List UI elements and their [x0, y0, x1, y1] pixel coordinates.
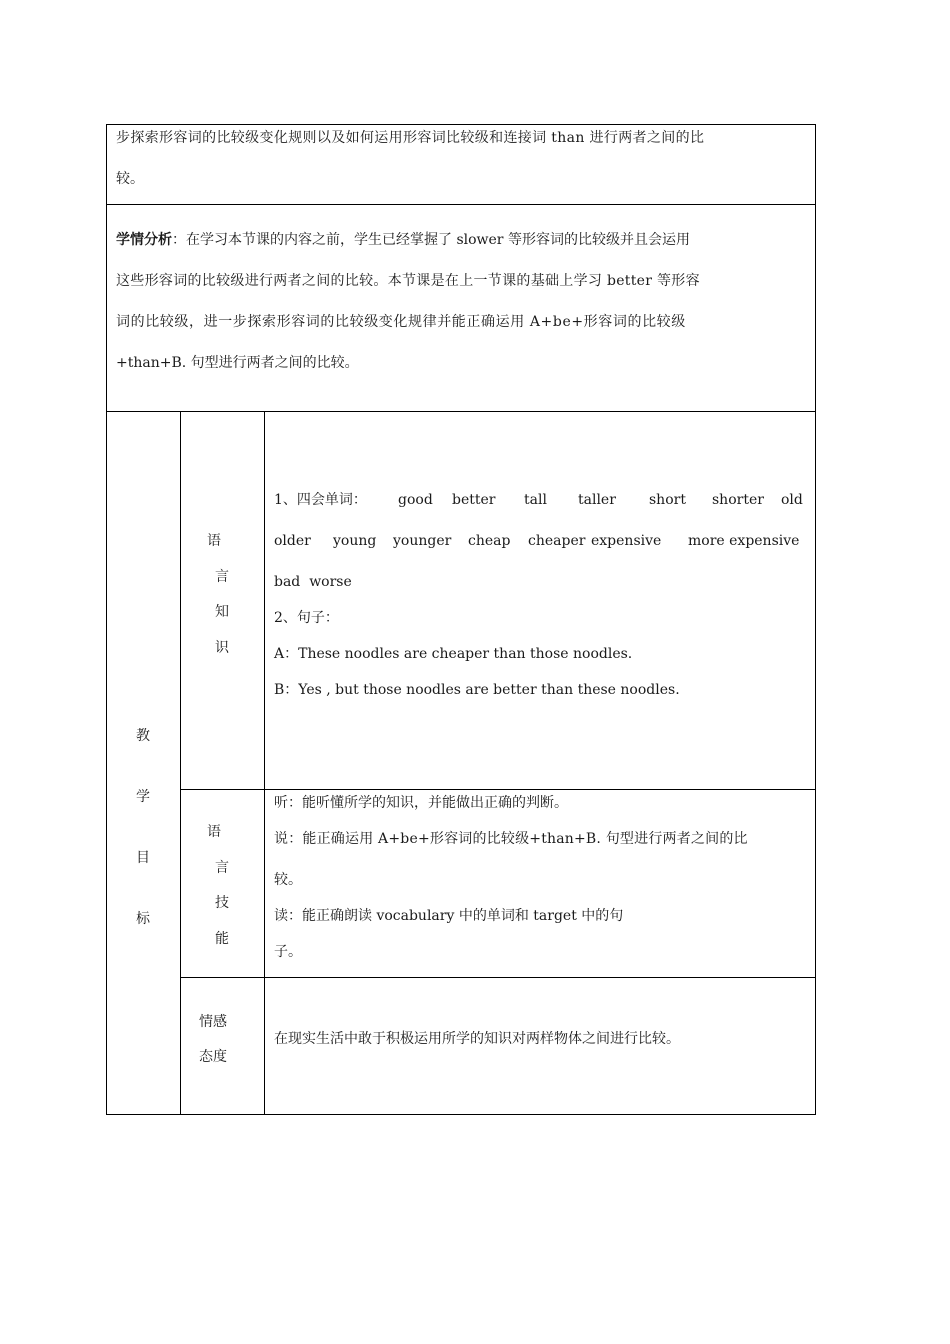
- intro-line-2: 较。: [116, 171, 144, 187]
- sentence-b: B：Yes , but those noodles are better than these noodles.: [274, 682, 680, 698]
- knowledge-label-char: 言: [215, 569, 229, 585]
- objectives-label-char: 教: [136, 728, 150, 744]
- row-divider-1: [106, 204, 816, 205]
- sentence-a: A：These noodles are cheaper than those noodles.: [274, 646, 633, 662]
- border-top: [106, 124, 816, 125]
- knowledge-label-char: 识: [215, 640, 229, 656]
- knowledge-label-char: 知: [215, 604, 229, 620]
- word: young: [333, 533, 377, 549]
- word: worse: [309, 574, 352, 590]
- skills-listen: 听：能听懂所学的知识，并能做出正确的判断。: [274, 795, 568, 811]
- analysis-line-1: [116, 233, 690, 247]
- analysis-line-3: 词的比较级，进一步探索形容词的比较级变化规律并能正确运用 A+be+形容词的比较级: [116, 314, 686, 330]
- skills-label-char: 技: [215, 895, 229, 911]
- word: cheaper: [528, 533, 586, 549]
- word: better: [452, 492, 496, 508]
- word: more expensive: [688, 533, 800, 549]
- analysis-colon: ：: [172, 232, 186, 248]
- skills-label-char: 言: [215, 860, 229, 876]
- word: tall: [524, 492, 547, 508]
- word: short: [649, 492, 686, 508]
- words-title: 1、四会单词：: [274, 492, 367, 508]
- sub-row-divider-2: [180, 977, 816, 978]
- border-bottom: [106, 1114, 816, 1115]
- word: older: [274, 533, 311, 549]
- word: younger: [393, 533, 452, 549]
- sentences-title: 2、句子：: [274, 610, 339, 626]
- row-divider-2: [106, 411, 816, 412]
- word: good: [398, 492, 433, 508]
- word: taller: [578, 492, 616, 508]
- analysis-heading: 学情分析: [116, 232, 172, 248]
- word: bad: [274, 574, 301, 590]
- intro-line-1-text: 步探索形容词的比较级变化规则以及如何运用形容词比较级和连接词 than 进行两者之间的比: [116, 130, 705, 146]
- objectives-label-char: 目: [136, 850, 150, 866]
- objectives-label-char: 学: [136, 789, 150, 805]
- analysis-line-1-text: 在学习本节课的内容之前，学生已经掌握了 slower 等形容词的比较级并且会运用: [186, 232, 690, 248]
- word: expensive: [591, 533, 662, 549]
- attitude-label-line-1: 情感: [199, 1014, 227, 1030]
- objectives-label-char: 标: [136, 911, 150, 927]
- skills-read-line-2: 子。: [274, 944, 302, 960]
- analysis-line-4: +than+B. 句型进行两者之间的比较。: [116, 355, 359, 371]
- word: cheap: [468, 533, 511, 549]
- border-right: [815, 124, 816, 1115]
- skills-speak-line-2: 较。: [274, 872, 302, 888]
- skills-speak-line-1: 说：能正确运用 A+be+形容词的比较级+than+B. 句型进行两者之间的比: [274, 831, 748, 847]
- sub-row-divider-1: [180, 789, 816, 790]
- intro-line-1: [116, 131, 806, 145]
- analysis-line-2: 这些形容词的比较级进行两者之间的比较。本节课是在上一节课的基础上学习 better 等形容: [116, 273, 700, 289]
- col-divider-1: [180, 411, 181, 1115]
- word: shorter: [712, 492, 764, 508]
- attitude-text: 在现实生活中敢于积极运用所学的知识对两样物体之间进行比较。: [274, 1031, 680, 1047]
- skills-label-char: 语: [207, 824, 221, 840]
- skills-label-char: 能: [215, 931, 229, 947]
- word: old: [781, 492, 803, 508]
- skills-read-line-1: 读：能正确朗读 vocabulary 中的单词和 target 中的句: [274, 908, 624, 924]
- col-divider-2: [264, 411, 265, 1115]
- words-row-3: [274, 575, 352, 589]
- border-left: [106, 124, 107, 1115]
- knowledge-label-char: 语: [207, 533, 221, 549]
- attitude-label-line-2: 态度: [199, 1049, 227, 1065]
